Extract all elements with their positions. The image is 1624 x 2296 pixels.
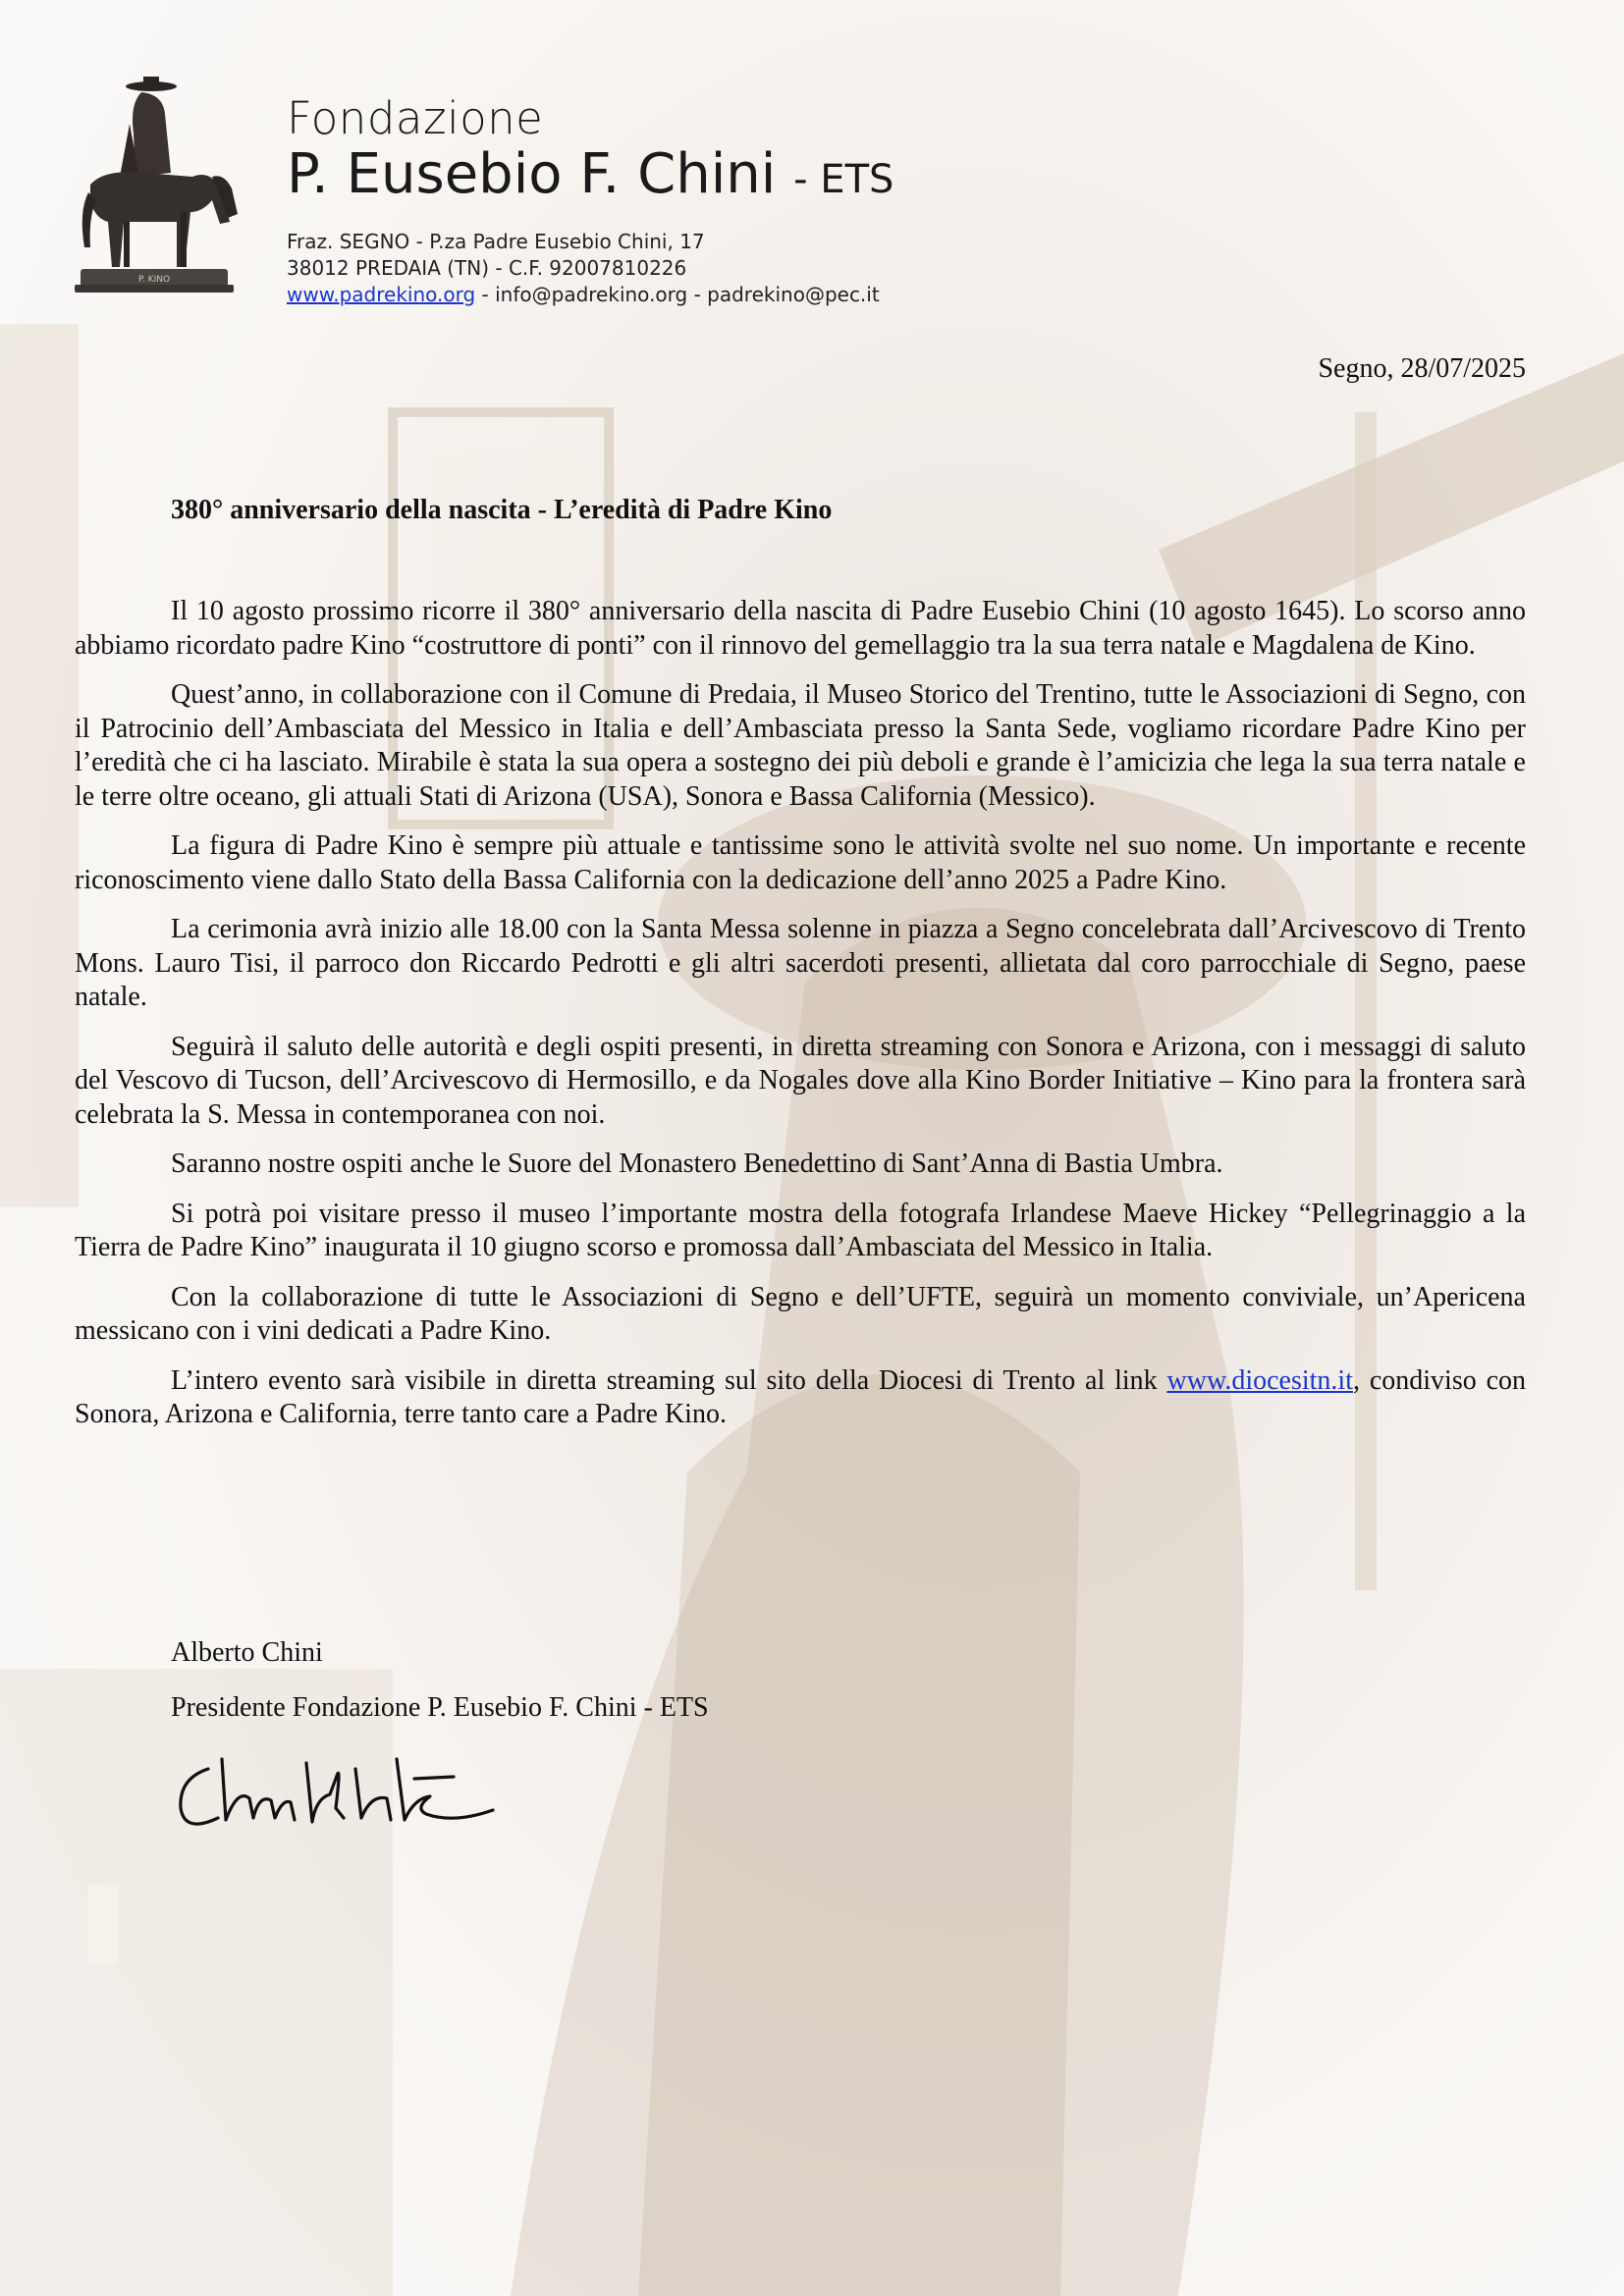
letter-subject: 380° anniversario della nascita - L’eredità di Padre Kino	[171, 495, 833, 525]
handwritten-signature	[169, 1739, 532, 1847]
last-paragraph-end: , condiviso con Sonora, Arizona e California, terre tanto care a Padre Kino.	[75, 1364, 1527, 1429]
paragraph: Il 10 agosto prossimo ricorre il 380° anniversario della nascita di Padre Eusebio Chini (10 agosto 1645). Lo scorso anno abbiamo ricordato padre Kino “costruttore di ponti” con il rinnovo del gemellaggio tra la sua terra natale e Magdalena de Kino.	[75, 596, 1526, 661]
foundation-label: Fondazione	[287, 92, 544, 144]
paragraph: La figura di Padre Kino è sempre più attuale e tantissime sono le attività svolte nel suo nome. Un importante e recente riconoscimento viene dallo Stato della Bassa California con la dedicazione dell’anno 2025 a Padre Kino.	[75, 830, 1526, 895]
signatory-name: Alberto Chini	[171, 1637, 323, 1668]
letter-date: Segno, 28/07/2025	[1318, 353, 1526, 384]
paragraph: Saranno nostre ospiti anche le Suore del Monastero Benedettino di Sant’Anna di Bastia Umbra.	[171, 1148, 1223, 1179]
letterhead	[287, 94, 893, 308]
letter-body	[75, 595, 1526, 1448]
paragraph: Quest’anno, in collaborazione con il Comune di Predaia, il Museo Storico del Trentino, tutte le Associazioni di Segno, con il Patrocinio dell’Ambasciata del Messico in Italia e dell’Ambasciata presso la Santa Sede, vogliamo ricordare Padre Kino per l’eredità che ci ha lasciato. Mirabile è stata la sua opera a sostegno dei più deboli e grande è l’amicizia che lega la sua terra natale e le terre oltre oceano, gli attuali Stati di Arizona (USA), Sonora e Bassa California (Messico).	[75, 679, 1526, 812]
contact-line	[287, 282, 893, 308]
signatory-role: Presidente Fondazione P. Eusebio F. Chini - ETS	[171, 1692, 709, 1723]
address-line-2: 38012 PREDAIA (TN) - C.F. 92007810226	[287, 256, 687, 280]
letterhead-address	[287, 229, 893, 308]
statue-logo	[65, 75, 242, 310]
statue-plate-text: P. KINO	[137, 275, 171, 285]
last-paragraph-text: L’intero evento sarà visibile in diretta streaming sul sito della Diocesi di Trento al link	[171, 1364, 1167, 1396]
foundation-name	[287, 143, 893, 211]
foundation-name-main: P. Eusebio F. Chini	[287, 142, 777, 206]
email-addresses: - info@padrekino.org - padrekino@pec.it	[475, 283, 880, 306]
paragraph: Si potrà poi visitare presso il museo l’importante mostra della fotografa Irlandese Maeve Hickey “Pellegrinaggio a la Tierra de Padre Kino” inaugurata il 10 giugno scorso e promossa dall’Ambasciata del Messico in Italia.	[75, 1198, 1526, 1262]
paragraph: La cerimonia avrà inizio alle 18.00 con la Santa Messa solenne in piazza a Segno concelebrata dall’Arcivescovo di Trento Mons. Lauro Tisi, il parroco don Riccardo Pedrotti e gli altri sacerdoti presenti, allietata dal coro parrocchiale di Segno, paese natale.	[75, 914, 1526, 1012]
website-link[interactable]: www.padrekino.org	[287, 283, 476, 306]
foundation-name-suffix: - ETS	[793, 157, 894, 202]
diocese-link[interactable]: www.diocesitn.it	[1166, 1364, 1353, 1396]
paragraph: Seguirà il saluto delle autorità e degli ospiti presenti, in diretta streaming con Sonora e Arizona, con i messaggi di saluto del Vescovo di Tucson, dell’Arcivescovo di Hermosillo, e da Nogales dove alla Kino Border Initiative – Kino para la frontera sarà celebrata la S. Messa in contemporanea con noi.	[75, 1031, 1526, 1130]
address-line-1: Fraz. SEGNO - P.za Padre Eusebio Chini, 17	[287, 230, 705, 253]
paragraph-last	[75, 1364, 1526, 1432]
paragraph: Con la collaborazione di tutte le Associazioni di Segno e dell’UFTE, seguirà un momento conviviale, un’Apericena messicano con i vini dedicati a Padre Kino.	[75, 1281, 1526, 1346]
